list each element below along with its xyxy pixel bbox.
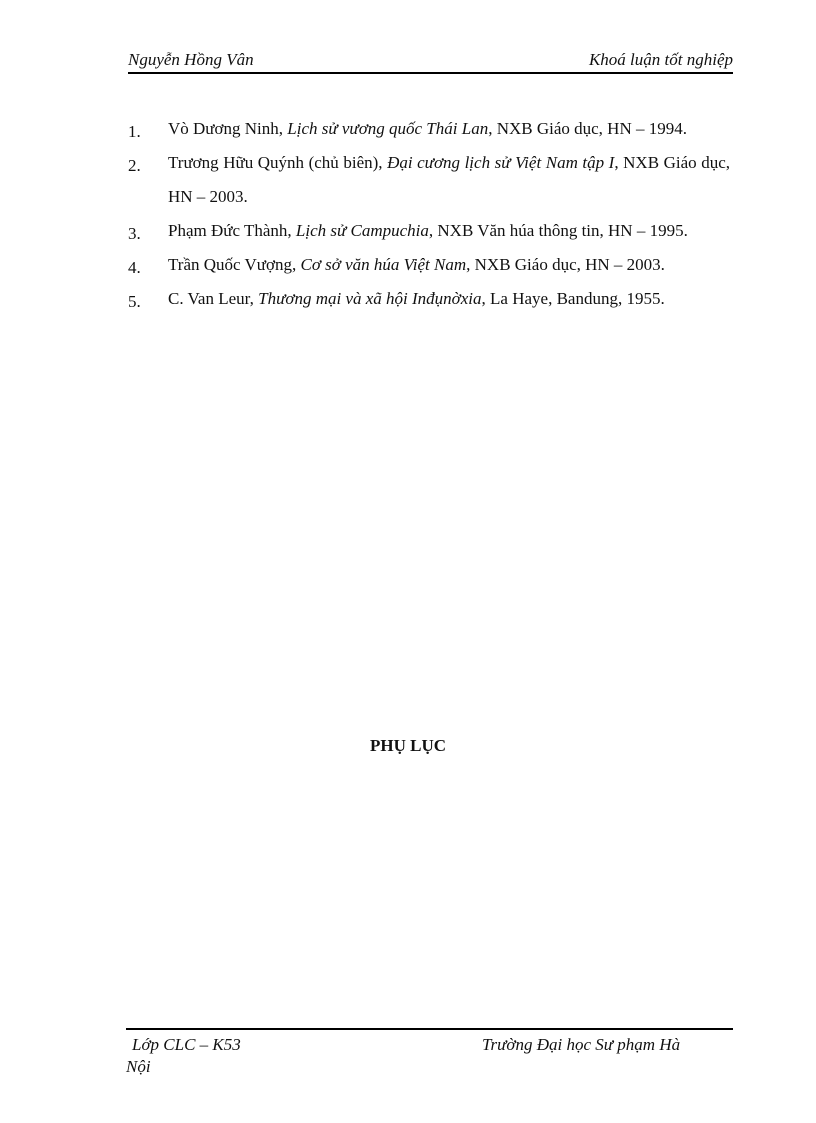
footer-rule xyxy=(126,1028,733,1030)
reference-author: Phạm Đức Thành, xyxy=(168,221,296,240)
header-author: Nguyễn Hồng Vân xyxy=(128,50,254,69)
reference-item xyxy=(128,214,730,248)
reference-author: C. Van Leur, xyxy=(168,289,259,308)
header-doc-type: Khoá luận tốt nghiệp xyxy=(588,50,733,69)
reference-publisher: , NXB Giáo dục, HN – 2003. xyxy=(168,153,730,206)
reference-title: Đại cương lịch sử Việt Nam tập I xyxy=(387,153,615,172)
reference-title: Lịch sử Campuchia xyxy=(295,221,429,240)
reference-item xyxy=(128,112,730,146)
reference-title: Thương mại và xã hội Inđụnờxia xyxy=(258,289,482,308)
footer-class-label: Lớp CLC – K53 xyxy=(132,1035,241,1054)
reference-title: Cơ sở văn húa Việt Nam xyxy=(300,255,467,274)
reference-author: Trương Hữu Quýnh (chủ biên), xyxy=(168,153,388,172)
reference-item xyxy=(128,146,730,214)
reference-publisher: , NXB Giáo dục, HN – 1994. xyxy=(488,119,687,138)
reference-publisher: , La Haye, Bandung, 1955. xyxy=(481,289,665,308)
reference-number: 1. xyxy=(128,122,141,141)
reference-item xyxy=(128,282,730,316)
reference-number: 2. xyxy=(128,156,141,175)
page-header xyxy=(128,50,733,74)
appendix-heading: PHỤ LỤC xyxy=(369,736,447,755)
reference-number: 3. xyxy=(128,224,141,243)
reference-publisher: , NXB Văn húa thông tin, HN – 1995. xyxy=(428,221,688,240)
reference-author: Vò Dương Ninh, xyxy=(168,119,288,138)
footer-school-line2: Nội xyxy=(126,1057,151,1076)
reference-number: 4. xyxy=(128,258,141,277)
reference-number: 5. xyxy=(128,292,141,311)
reference-item xyxy=(128,248,730,282)
reference-publisher: , NXB Giáo dục, HN – 2003. xyxy=(466,255,665,274)
reference-title: Lịch sử vương quốc Thái Lan xyxy=(287,119,489,138)
reference-list xyxy=(128,112,730,316)
footer-school-line1: Trường Đại học Sư phạm Hà xyxy=(482,1035,681,1054)
reference-author: Trần Quốc Vượng, xyxy=(168,255,301,274)
